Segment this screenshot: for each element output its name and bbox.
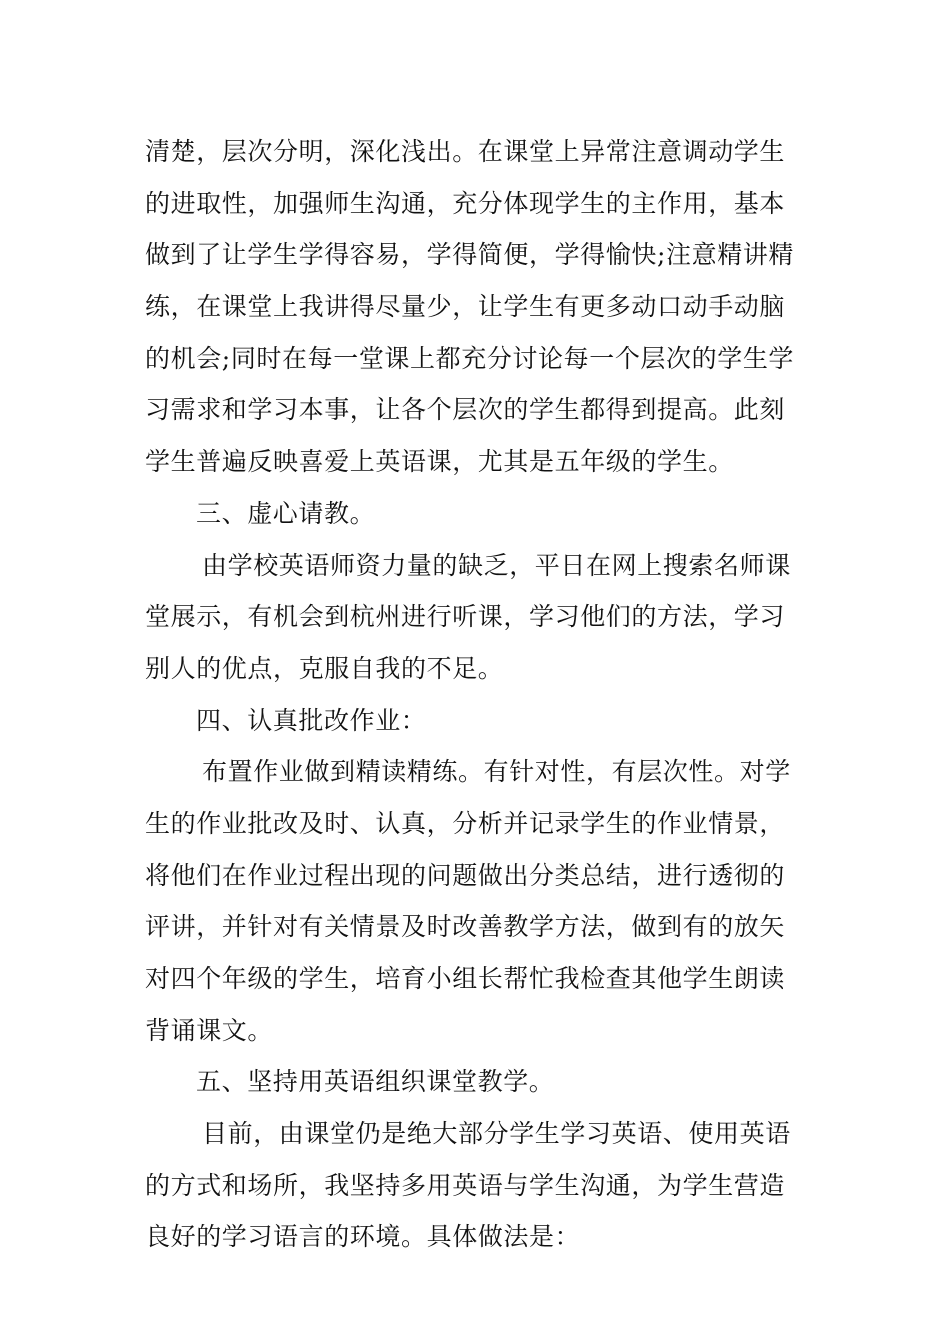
paragraph-line: 对四个年级的学生，培育小组长帮忙我检查其他学生朗读: [145, 964, 786, 993]
paragraph-line: 练，在课堂上我讲得尽量少，让学生有更多动口动手动脑: [145, 292, 786, 322]
paragraph-line: 清楚，层次分明，深化浅出。在课堂上异常注意调动学生: [145, 137, 786, 166]
paragraph-line: 的机会;同时在每一堂课上都充分讨论每一个层次的学生学: [145, 343, 795, 373]
paragraph-line: 良好的学习语言的环境。具体做法是：: [145, 1222, 581, 1252]
paragraph-line: 目前，由课堂仍是绝大部分学生学习英语、使用英语: [202, 1119, 791, 1149]
paragraph-line: 布置作业做到精读精练。有针对性，有层次性。对学: [202, 757, 791, 787]
paragraph-line: 做到了让学生学得容易，学得简便，学得愉快;注意精讲精: [145, 240, 795, 270]
paragraph-line: 由学校英语师资力量的缺乏，平日在网上搜索名师课: [202, 550, 791, 580]
paragraph-line: 的进取性，加强师生沟通，充分体现学生的主作用，基本: [145, 188, 786, 218]
paragraph-line: 背诵课文。: [145, 1015, 274, 1045]
paragraph-line: 生的作业批改及时、认真，分析并记录学生的作业情景，: [145, 808, 786, 838]
paragraph-line: 评讲，并针对有关情景及时改善教学方法，做到有的放矢: [145, 912, 786, 942]
section-heading: 四、认真批改作业：: [196, 705, 427, 735]
paragraph-line: 学生普遍反映喜爱上英语课，尤其是五年级的学生。: [145, 447, 734, 477]
section-heading: 五、坚持用英语组织课堂教学。: [196, 1067, 555, 1097]
section-heading: 三、虚心请教。: [196, 498, 376, 528]
paragraph-line: 习需求和学习本事，让各个层次的学生都得到提高。此刻: [145, 395, 786, 425]
paragraph-line: 的方式和场所，我坚持多用英语与学生沟通，为学生营造: [145, 1170, 786, 1200]
paragraph-line: 将他们在作业过程出现的问题做出分类总结，进行透彻的: [145, 860, 786, 890]
document-body: [145, 126, 810, 1263]
paragraph-line: 别人的优点，克服自我的不足。: [145, 653, 504, 683]
paragraph-line: 堂展示，有机会到杭州进行听课，学习他们的方法，学习: [145, 602, 786, 632]
